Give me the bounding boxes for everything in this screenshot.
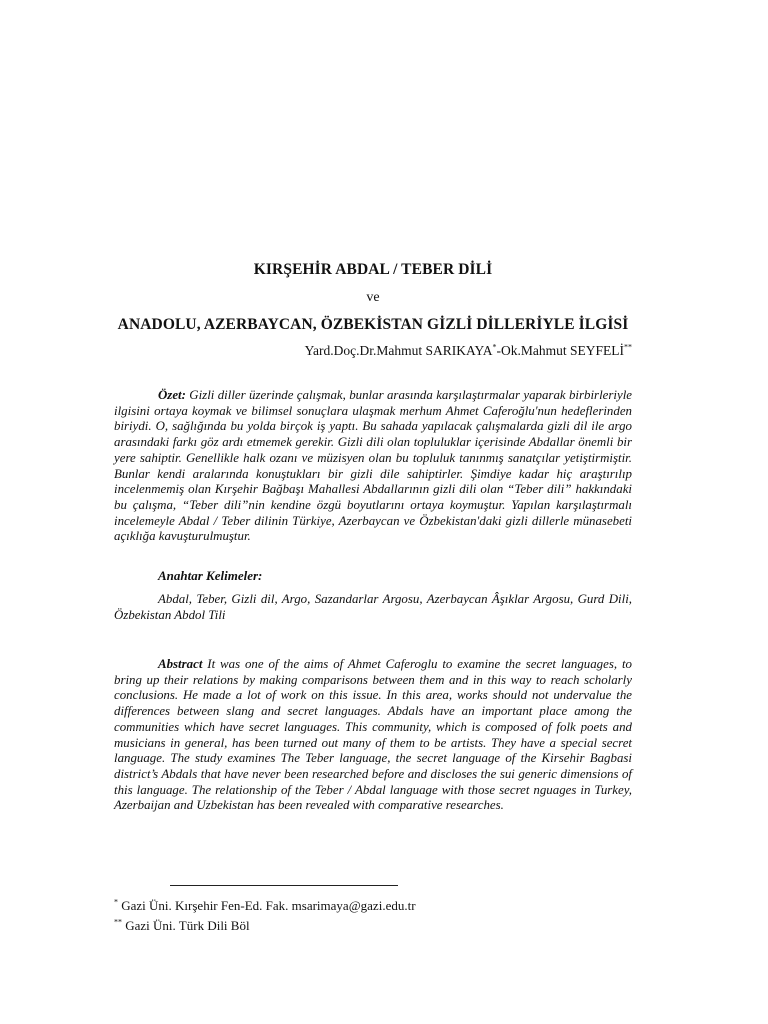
title-line-2: ANADOLU, AZERBAYCAN, ÖZBEKİSTAN GİZLİ DİLLERİYLE İLGİSİ bbox=[117, 316, 629, 333]
author-2-footnote-mark: ** bbox=[624, 342, 632, 352]
author-1-name: Yard.Doç.Dr.Mahmut SARIKAYA bbox=[304, 343, 493, 358]
keywords-text: Abdal, Teber, Gizli dil, Argo, Sazandarlar Argosu, Azerbaycan Âşıklar Argosu, Gurd Dili, Özbekistan Abdol Tili bbox=[114, 592, 632, 622]
footnote-2 bbox=[114, 918, 250, 934]
footnote-2-mark: ** bbox=[114, 917, 122, 927]
ozet-paragraph bbox=[114, 388, 632, 545]
footnote-1-text: Gazi Üni. Kırşehir Fen-Ed. Fak. msarimaya@gazi.edu.tr bbox=[118, 898, 416, 913]
title-line-1: KIRŞEHİR ABDAL / TEBER DİLİ bbox=[253, 261, 493, 278]
footnote-1 bbox=[114, 898, 416, 914]
author-2-name: -Ok.Mahmut SEYFELİ bbox=[496, 343, 624, 358]
footnote-2-text: Gazi Üni. Türk Dili Böl bbox=[122, 918, 250, 933]
footnote-separator bbox=[170, 885, 398, 886]
author-1-footnote-mark: * bbox=[492, 342, 497, 352]
author-line bbox=[305, 343, 632, 359]
footnote-1-mark: * bbox=[114, 897, 118, 907]
ozet-text: Gizli diller üzerinde çalışmak, bunlar arasında karşılaştırmalar yaparak birbirleriyle ilgisini ortaya koymak ve bilimsel sonuçlara ulaşmak merhum Ahmet Caferoğlu'nun hedeflerinden biriydi. O, sağlığında bu yolda birçok iş yaptı. Bu sahada yapılacak çalışmalarda gizli dil ile argo arasındaki farkı göz ardı etmemek gerekir. Gizli dili olan topluluklar içerisinde Abdallar önemli bir yere sahiptir. Genellikle halk ozanı ve müzisyen olan bu topluluk tanınmış sanatçılar yetiştirmiştir. Bunlar kendi aralarında konuştukları bir gizli dile sahiptirler. Şimdiye kadar hiç araştırılıp incelenmemiş olan Kırşehir Bağbaşı Mahallesi Abdallarının gizli dili olan “Teber dili” hakkındaki bu çalışma, “Teber dili”nin kendine özgü boyutlarını ortaya koymuştur. Yapılan karşılaştırmalı incelemeyle Abdal / Teber dilinin Türkiye, Azerbaycan ve Özbekistan'daki gizli dillerle münasebeti açıklığa kavuşturulmuştur. bbox=[114, 388, 632, 544]
abstract-paragraph bbox=[114, 657, 632, 814]
abstract-label: Abstract bbox=[158, 657, 203, 671]
abstract-text: It was one of the aims of Ahmet Caferoglu to examine the secret languages, to bring up their relations by making comparisons between them and in this way to reach scholarly conclusions. He made a lot of work on this issue. In this area, works should not undervalue the differences between slang and secret languages. Abdals have an important place among the communities which have secret languages. This community, which is composed of folk poets and musicians in general, has been turned out many of them to be artists. They have a special secret language. The study examines The Teber language, the secret language of the Kirsehir Bagbasi district’s Abdals that have never been researched before and discloses the sui generic dimensions of this language. The relationship of the Teber / Abdal language with those secret nguages in Turkey, Azerbaijan and Uzbekistan has been revealed with comparative researches. bbox=[114, 657, 632, 813]
title-connector: ve bbox=[366, 290, 380, 305]
ozet-label: Özet: bbox=[158, 388, 186, 402]
keywords-heading: Anahtar Kelimeler: bbox=[158, 568, 263, 583]
